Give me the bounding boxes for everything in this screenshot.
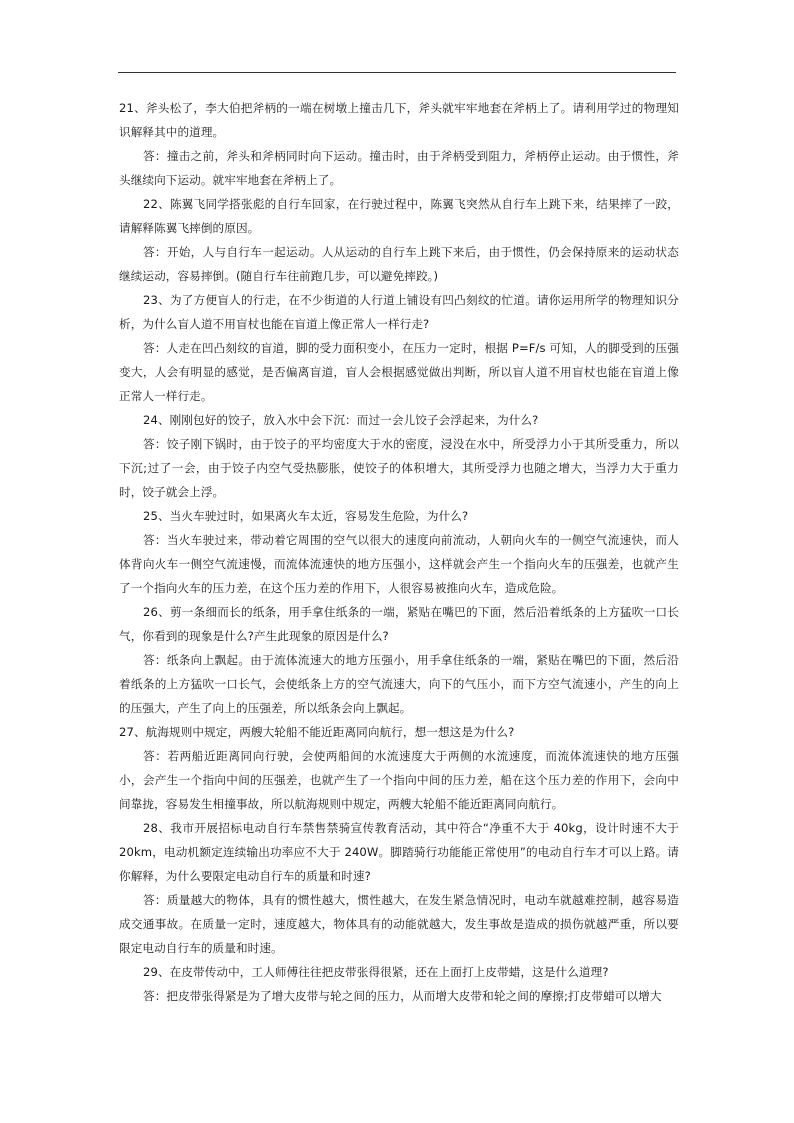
paragraph: 21、斧头松了，李大伯把斧柄的一端在树墩上撞击几下，斧头就牢牢地套在斧柄上了。请利用学过的物理知识解释其中的道理。 (119, 101, 679, 139)
paragraph: 29、在皮带传动中，工人师傅往往把皮带张得很紧，还在上面打上皮带蜡，这是什么道理? (143, 965, 609, 979)
header-rule (118, 72, 676, 73)
paragraph: 答：若两船近距离同向行驶，会使两船间的水流速度大于两侧的水流速度，而流体流速快的地方压强小，会产生一个指向中间的压强差，也就产生了一个指向中间的压力差，船在这个压力差的作用下，会向中间靠拢，容易发生相撞事故，所以航海规则中规定，两艘大轮船不能近距离同向航行。 (119, 749, 679, 811)
paragraph: 25、当火车驶过时，如果离火车太近，容易发生危险，为什么? (143, 509, 469, 523)
paragraph: 答：当火车驶过来，带动着它周围的空气以很大的速度向前流动，人朝向火车的一侧空气流速快，而人体背向火车一侧空气流速慢，而流体流速快的地方压强小，这样就会产生一个指向火车的压强差，也就产生了一个指向火车的压力差，在这个压力差的作用下，人很容易被推向火车，造成危险。 (119, 533, 679, 595)
document-body (119, 96, 679, 1008)
paragraph: 答：质量越大的物体，具有的惯性越大，惯性越大，在发生紧急情况时，电动车就越难控制，越容易造成交通事故。在质量一定时，速度越大，物体具有的动能就越大，发生事故是造成的损伤就越严重，所以要限定电动自行车的质量和时速。 (119, 893, 679, 955)
paragraph: 答：开始，人与自行车一起运动。人从运动的自行车上跳下来后，由于惯性，仍会保持原来的运动状态继续运动，容易摔倒。(随自行车往前跑几步，可以避免摔跤。) (119, 245, 679, 283)
paragraph: 28、我市开展招标电动自行车禁售禁骑宣传教育活动，其中符合“净重不大于 40kg，设计时速不大于 20km，电动机额定连续输出功率应不大于 240W。脚踏骑行功能能正常使用”的电动自行车才可以上路。请你解释，为什么要限定电动自行车的质量和时速? (119, 821, 679, 883)
paragraph: 23、为了方便盲人的行走，在不少街道的人行道上铺设有凹凸刻纹的忙道。请你运用所学的物理知识分析，为什么盲人道不用盲杖也能在盲道上像正常人一样行走? (119, 293, 679, 331)
paragraph: 答：撞击之前，斧头和斧柄同时向下运动。撞击时，由于斧柄受到阻力，斧柄停止运动。由于惯性，斧头继续向下运动。就牢牢地套在斧柄上了。 (119, 149, 679, 187)
paragraph: 26、剪一条细而长的纸条，用手拿住纸条的一端，紧贴在嘴巴的下面，然后沿着纸条的上方猛吹一口长气，你看到的现象是什么?产生此现象的原因是什么? (119, 605, 679, 643)
paragraph: 答：纸条向上飘起。由于流体流速大的地方压强小，用手拿住纸条的一端，紧贴在嘴巴的下面，然后沿着纸条的上方猛吹一口长气，会使纸条上方的空气流速大，向下的气压小，而下方空气流速小，产生的向上的压强大，产生了向上的压强差，所以纸条会向上飘起。 (119, 653, 679, 715)
paragraph: 答：人走在凹凸刻纹的盲道，脚的受力面积变小，在压力一定时，根据 P=F/s 可知，人的脚受到的压强变大，人会有明显的感觉，是否偏离盲道，盲人会根据感觉做出判断，所以盲人道不用盲杖也能在盲道上像正常人一样行走。 (119, 341, 679, 403)
paragraph: 答：把皮带张得紧是为了增大皮带与轮之间的压力，从而增大皮带和轮之间的摩擦;打皮带蜡可以增大 (143, 989, 662, 1003)
paragraph: 答：饺子刚下锅时，由于饺子的平均密度大于水的密度，浸没在水中，所受浮力小于其所受重力，所以下沉;过了一会，由于饺子内空气受热膨胀，使饺子的体积增大，其所受浮力也随之增大，当浮力大于重力时，饺子就会上浮。 (119, 437, 679, 499)
paragraph: 27、航海规则中规定，两艘大轮船不能近距离同向航行，想一想这是为什么? (119, 725, 515, 739)
paragraph: 22、陈翼飞同学搭张彪的自行车回家，在行驶过程中，陈翼飞突然从自行车上跳下来，结果摔了一跤，请解释陈翼飞摔倒的原因。 (119, 197, 679, 235)
paragraph: 24、刚刚包好的饺子，放入水中会下沉：而过一会儿饺子会浮起来，为什么? (143, 413, 539, 427)
